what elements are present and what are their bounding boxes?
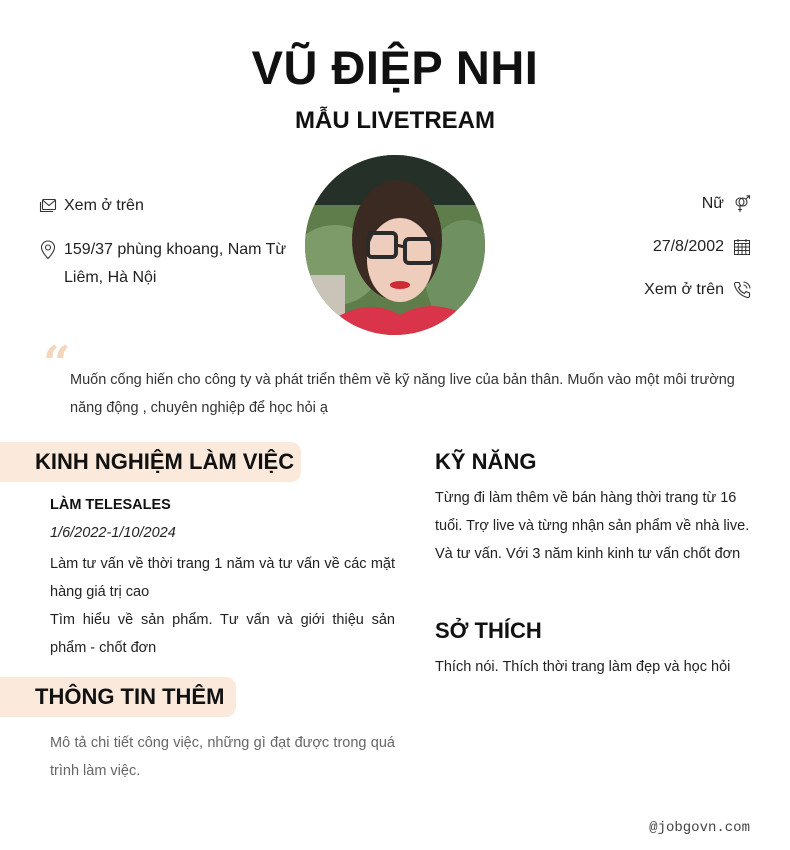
gender-value: Nữ <box>701 195 724 212</box>
phone-value: Xem ở trên <box>644 281 724 298</box>
calendar-icon <box>732 233 752 261</box>
quote-icon: “ <box>43 336 71 392</box>
additional-info-text: Mô tả chi tiết công việc, những gì đạt được trong quá trình làm việc. <box>50 735 395 779</box>
envelope-icon <box>38 192 58 220</box>
gender-icon <box>732 190 752 218</box>
contact-left <box>38 192 288 292</box>
skills-text: Từng đi làm thêm về bán hàng thời trang từ 16 tuổi. Trợ live và từng nhận sản phẩm về nhà live. Và tư vấn. Với 3 năm kinh kinh tư vấn chốt đơn <box>435 490 750 562</box>
hobbies-text: Thích nói. Thích thời trang làm đẹp và học hỏi <box>435 659 731 675</box>
contact-phone <box>552 276 752 304</box>
career-objective: Muốn cống hiến cho công ty và phát triển thêm về kỹ năng live của bản thân. Muốn vào một môi trường năng động , chuyên nghiệp để học hỏi ạ <box>70 372 735 416</box>
contact-address <box>38 236 288 292</box>
job-description-line: Tìm hiểu về sản phẩm. Tư vấn và giới thiệu sản phẩm - chốt đơn <box>50 612 395 656</box>
job-date: 1/6/2022-1/10/2024 <box>50 525 176 541</box>
watermark: @jobgovn.com <box>649 820 750 836</box>
contact-gender <box>552 190 752 218</box>
job-description-line: Làm tư vấn về thời trang 1 năm và tư vấn về các mặt hàng giá trị cao <box>50 556 395 600</box>
contact-birthday <box>552 233 752 261</box>
hobbies-section-title: SỞ THÍCH <box>435 618 542 643</box>
job-position: MẪU LIVETREAM <box>295 107 495 134</box>
candidate-name: VŨ ĐIỆP NHI <box>251 41 539 94</box>
address-value: 159/37 phùng khoang, Nam Từ Liêm, Hà Nội <box>64 241 287 286</box>
email-value: Xem ở trên <box>64 197 144 214</box>
map-pin-icon <box>38 236 58 264</box>
avatar <box>305 155 485 335</box>
birthday-value: 27/8/2002 <box>652 238 724 255</box>
job-title: LÀM TELESALES <box>50 497 171 513</box>
contact-right <box>552 190 752 319</box>
phone-icon <box>732 276 752 304</box>
job-description <box>50 550 395 662</box>
experience-section-title: KINH NGHIỆM LÀM VIỆC <box>0 442 301 482</box>
skills-section-title: KỸ NĂNG <box>435 449 537 474</box>
additional-info-section-title: THÔNG TIN THÊM <box>0 677 236 717</box>
contact-email <box>38 192 288 220</box>
